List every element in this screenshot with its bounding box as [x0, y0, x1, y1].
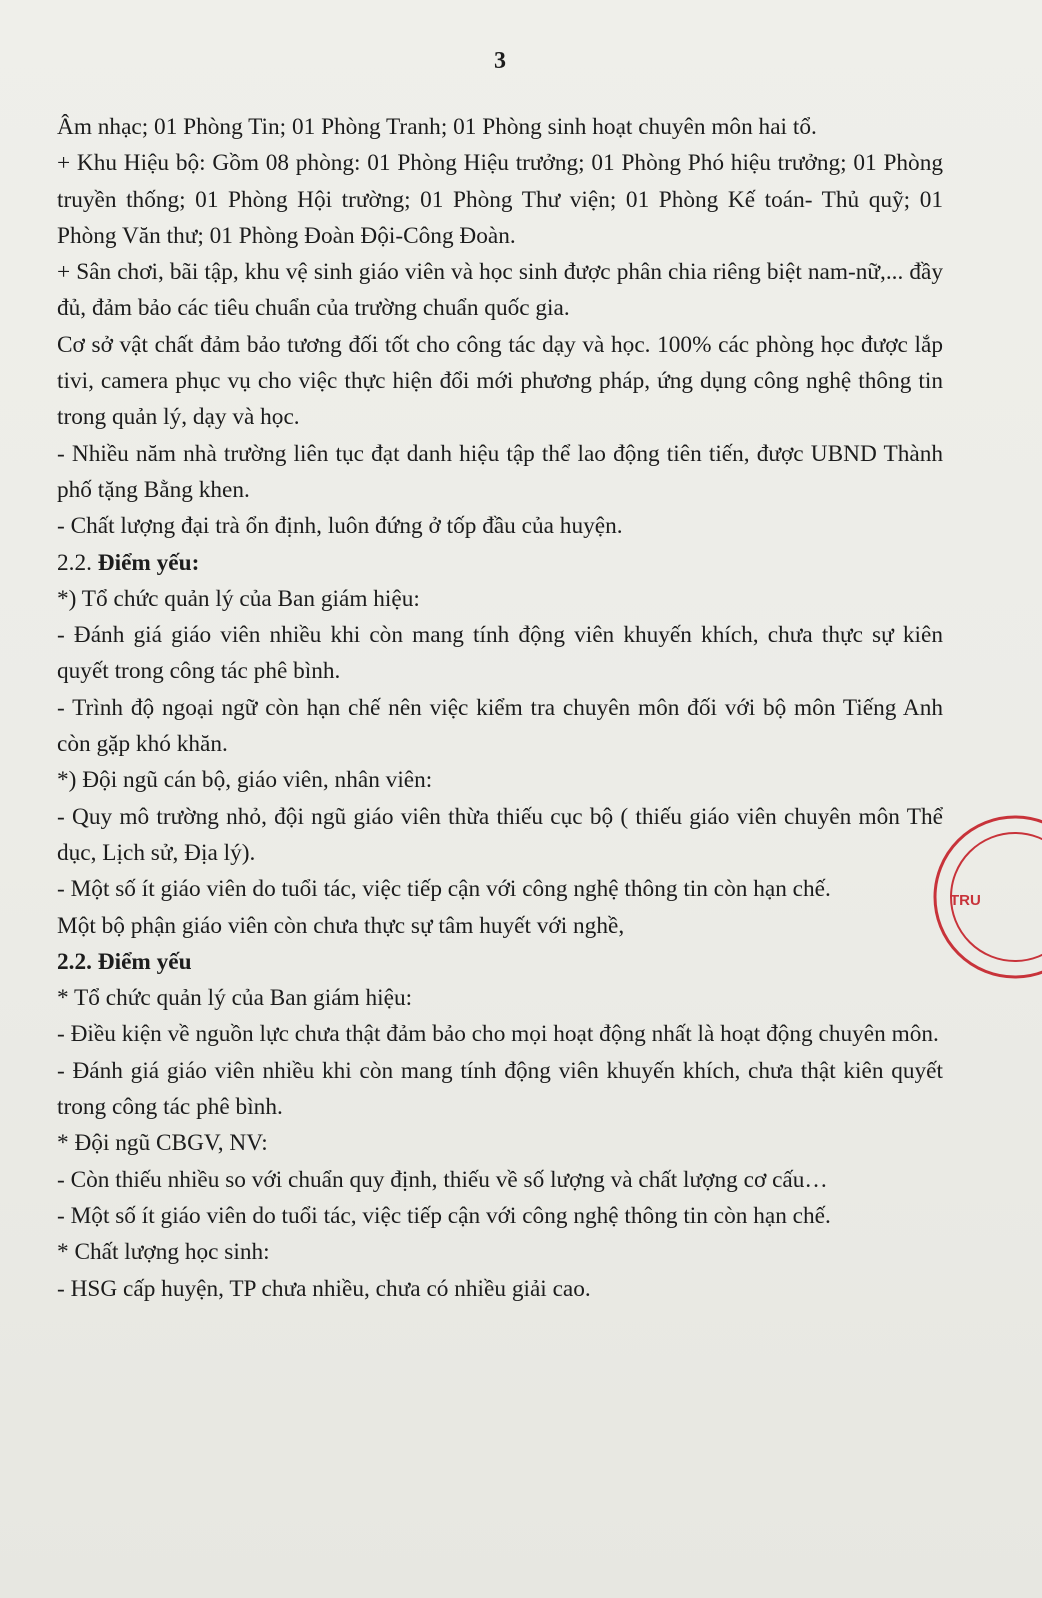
paragraph: - Quy mô trường nhỏ, đội ngũ giáo viên thừa thiếu cục bộ ( thiếu giáo viên chuyên môn Thể dục, Lịch sử, Địa lý). [57, 803, 943, 866]
seal-text: TRU [950, 892, 981, 909]
section-number: 2.2. [57, 549, 98, 576]
paragraph: *) Tổ chức quản lý của Ban giám hiệu: [57, 585, 420, 612]
paragraph: - Còn thiếu nhiều so với chuẩn quy định, thiếu về số lượng và chất lượng cơ cấu… [57, 1166, 828, 1193]
paragraph: Một bộ phận giáo viên còn chưa thực sự tâm huyết với nghề, [57, 912, 625, 939]
section-heading-weaknesses-bold: 2.2. Điểm yếu [57, 948, 192, 975]
paragraph: + Sân chơi, bãi tập, khu vệ sinh giáo viên và học sinh được phân chia riêng biệt nam-nữ,... đầy đủ, đảm bảo các tiêu chuẩn của trường chuẩn quốc gia. [57, 259, 943, 322]
paragraph: Cơ sở vật chất đảm bảo tương đối tốt cho công tác dạy và học. 100% các phòng học được lắp tivi, camera phục vụ cho việc thực hiện đổi mới phương pháp, ứng dụng công nghệ thông tin trong quản lý, dạy và học. [57, 331, 943, 431]
page-number: 3 [494, 48, 506, 74]
section-heading-weaknesses [57, 545, 943, 581]
paragraph: * Đội ngũ CBGV, NV: [57, 1130, 268, 1157]
paragraph: - Nhiều năm nhà trường liên tục đạt danh hiệu tập thể lao động tiên tiến, được UBND Thành phố tặng Bằng khen. [57, 440, 943, 503]
paragraph: * Tổ chức quản lý của Ban giám hiệu: [57, 985, 413, 1012]
paragraph: - Đánh giá giáo viên nhiều khi còn mang tính động viên khuyến khích, chưa thực sự kiên quyết trong công tác phê bình. [57, 622, 943, 685]
paragraph: - Điều kiện về nguồn lực chưa thật đảm bảo cho mọi hoạt động nhất là hoạt động chuyên môn. [57, 1021, 939, 1048]
paragraph: - Trình độ ngoại ngữ còn hạn chế nên việc kiểm tra chuyên môn đối với bộ môn Tiếng Anh còn gặp khó khăn. [57, 694, 943, 758]
paragraph: - HSG cấp huyện, TP chưa nhiều, chưa có nhiều giải cao. [57, 1275, 591, 1302]
paragraph: Âm nhạc; 01 Phòng Tin; 01 Phòng Tranh; 01 Phòng sinh hoạt chuyên môn hai tổ. [57, 114, 817, 140]
section-title: Điểm yếu: [97, 549, 200, 576]
official-seal-stamp [930, 812, 1042, 982]
paragraph: - Một số ít giáo viên do tuổi tác, việc tiếp cận với công nghệ thông tin còn hạn chế. [57, 1202, 831, 1229]
paragraph: - Một số ít giáo viên do tuổi tác, việc tiếp cận với công nghệ thông tin còn hạn chế. [57, 876, 831, 903]
paragraph: *) Đội ngũ cán bộ, giáo viên, nhân viên: [57, 767, 433, 794]
paragraph: - Chất lượng đại trà ổn định, luôn đứng ở tốp đầu của huyện. [57, 513, 623, 540]
paragraph: - Đánh giá giáo viên nhiều khi còn mang tính động viên khuyến khích, chưa thật kiên quyết trong công tác phê bình. [57, 1057, 943, 1121]
paragraph: + Khu Hiệu bộ: Gồm 08 phòng: 01 Phòng Hiệu trưởng; 01 Phòng Phó hiệu trưởng; 01 Phòng truyền thống; 01 Phòng Hội trường; 01 Phòng Thư viện; 01 Phòng Kế toán- Thủ quỹ; 01 Phòng Văn thư; 01 Phòng Đoàn Đội-Công Đoàn. [57, 150, 943, 249]
document-body [57, 109, 943, 1307]
paragraph: * Chất lượng học sinh: [57, 1239, 270, 1266]
